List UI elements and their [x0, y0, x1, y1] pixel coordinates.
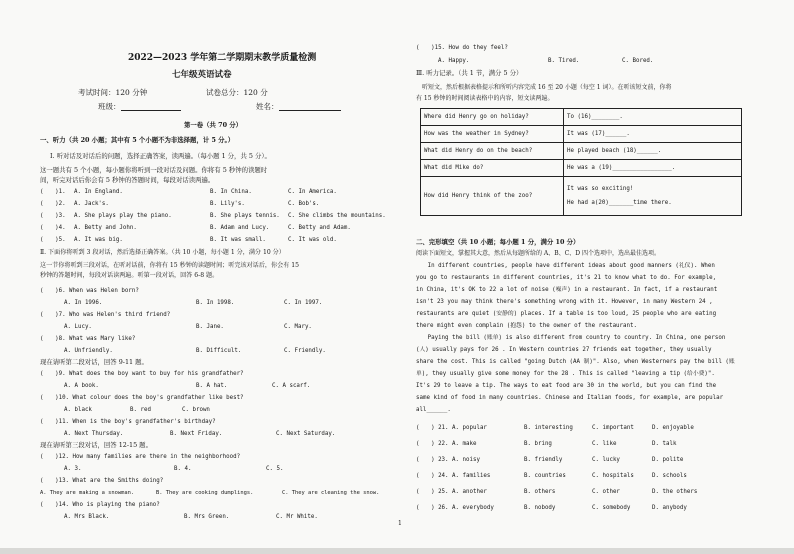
option-c: C. In America.: [288, 189, 337, 195]
option-b: B. Mrs Green.: [184, 514, 230, 520]
option-c: C. She climbs the mountains.: [288, 213, 386, 219]
total-score: 试卷总分：120 分: [206, 88, 268, 97]
option-c: C. Friendly.: [284, 348, 326, 354]
cloze-section-title: 二、完形填空（共 10 小题；每小题 1 分，满分 10 分）: [416, 238, 580, 246]
passage-line-13: same kind of food in many countries. Chinese and Italian foods, for example, are popular: [416, 395, 724, 401]
table-answer-line-1: It was so exciting!: [567, 186, 634, 192]
option-a: A. It was big.: [74, 237, 123, 243]
question-4: [40, 224, 351, 232]
option-a: A. Lucy.: [64, 324, 92, 330]
option-c: C. Bob's.: [288, 201, 320, 207]
table-answer[interactable]: He played beach (18)______.: [564, 143, 742, 160]
option-c: C. Bored.: [622, 58, 654, 64]
table-answer[interactable]: He was a (19)_________________.: [564, 160, 742, 177]
table-question: What did Henry do on the beach?: [421, 143, 564, 160]
option-c: C. 5.: [266, 466, 284, 472]
page-bottom-edge: [0, 548, 794, 554]
passage-line-11: 单), they usually give some money for the 28 . This is called "leaving a tip (给小费)".: [416, 371, 715, 377]
name-field: [256, 103, 341, 111]
option-a: A. She plays play the piano.: [74, 213, 172, 219]
passage-line-2: In different countries, people have different ideas about good manners (礼仪). When: [416, 263, 715, 269]
question-8: ( )8. What was Mary like?: [40, 336, 136, 342]
passage-line-3: you go to restaurants in different countries, it's 21 to know what to do. For example,: [416, 275, 717, 281]
passage-line-6: restaurants are quiet (安静的) places. If a table is too loud, 25 people who are eating: [416, 311, 717, 317]
option-b: B. bring: [524, 441, 552, 447]
option-d: D. schools: [652, 473, 687, 479]
option-d: D. the others: [652, 489, 698, 495]
question-11: ( )11. When is the boy's grandfather's birthday?: [40, 419, 216, 425]
page-number: 1: [398, 520, 402, 527]
passage-line-9: (人) usually pays for 26 . In Western countries 27 friends eat together, they usually: [416, 347, 712, 353]
option-a: A. A book.: [64, 383, 99, 389]
question-and-option-a: ( ) 22. A. make: [416, 441, 477, 447]
question-number: ( )2.: [40, 201, 66, 207]
part1-header: 第一卷（共 70 分）: [184, 121, 243, 129]
option-c: C. other: [592, 489, 620, 495]
option-c: C. Next Saturday.: [276, 431, 336, 437]
option-c: C. Mary.: [284, 324, 312, 330]
option-b: B. friendly: [524, 457, 563, 463]
dialog2-intro: 现在请听第二段对话，回答 9-11 题。: [40, 358, 148, 366]
name-label: 姓名：: [256, 102, 279, 111]
option-a: A. black: [64, 407, 92, 413]
option-b: B. In China.: [210, 189, 252, 195]
table-answer[interactable]: [564, 177, 742, 216]
option-d: D. talk: [652, 441, 677, 447]
passage-line-12: It's 29 to leave a tip. The ways to eat food are 30 in the world, but you can find the: [416, 383, 717, 389]
option-b: B. others: [524, 489, 556, 495]
question-9: ( )9. What does the boy want to buy for his grandfather?: [40, 371, 244, 377]
question-13: ( )13. What are the Smiths doing?: [40, 478, 164, 484]
dialog3-intro: 现在请听第三段对话，回答 12-15 题。: [40, 441, 152, 449]
question-5: [40, 236, 337, 244]
question-1: [40, 188, 337, 196]
option-d: D. polite: [652, 457, 684, 463]
class-label: 班级：: [98, 102, 121, 111]
listening-record-desc-1: 听短文，然后根据表格提示和所听内容完成 16 至 20 小题（每空 1 词）。在听该短文前，你将: [422, 84, 672, 91]
option-c: C. lucky: [592, 457, 620, 463]
passage-line-5: isn't 23 you may think there's something wrong with it. However, in many Western 24 ,: [416, 299, 713, 305]
question-number: ( )4.: [40, 225, 66, 231]
option-b: B. Tired.: [548, 58, 580, 64]
option-b: B. nobody: [524, 505, 556, 511]
passage-line-14: all______.: [416, 407, 451, 413]
passage-line-4: in China, it's OK to 22 a lot of noise (噪声) in a restaurant. In fact, if a restaurant: [416, 287, 718, 293]
question-number: ( )3.: [40, 213, 66, 219]
option-a: A. In 1996.: [64, 300, 103, 306]
question-and-option-a: ( ) 26. A. everybody: [416, 505, 494, 511]
option-a: A. Mrs Black.: [64, 514, 110, 520]
option-c: C. Mr White.: [276, 514, 318, 520]
name-blank: [279, 103, 341, 111]
question-number: ( )1.: [40, 189, 66, 195]
cloze-question-22: [416, 440, 677, 448]
right-column: [414, 0, 744, 554]
table-row: [421, 177, 742, 216]
option-c: C. somebody: [592, 505, 631, 511]
cloze-question-21: [416, 424, 694, 432]
class-blank: [121, 103, 181, 111]
option-b: B. red: [130, 407, 151, 413]
exam-title: 2022—2023 学年第二学期期末教学质量检测: [128, 53, 317, 63]
passage-line-7: there might even complain (抱怨) to the owner of the restaurant.: [416, 323, 637, 329]
table-answer[interactable]: To (16)________.: [564, 109, 742, 126]
option-b: B. Adam and Lucy.: [210, 225, 270, 231]
listening-record-desc-2: 有 15 秒钟的时间阅读表格中的内容，短文读两遍。: [416, 95, 554, 102]
table-row: [421, 143, 742, 160]
option-b: B. In 1998.: [196, 300, 235, 306]
listening-record-title: Ⅲ. 听力记录。（共 1 节，满分 5 分）: [416, 69, 523, 77]
passage-line-1: 阅读下面短文，掌握其大意，然后从每题所给的 A、B、C、D 四个选项中，选出最佳选项。: [416, 250, 660, 257]
cloze-question-25: [416, 488, 698, 496]
option-a: A. Betty and John.: [74, 225, 137, 231]
listening-part2-title: Ⅱ. 下面你将听到 3 段对话，然后选择正确答案。（共 10 小题，每小题 1 分，满分 10 分）: [40, 249, 285, 256]
option-c: C. hospitals: [592, 473, 634, 479]
listening-part1-desc-1: 这一题共有 5 个小题，每小题你将听到一段对话及问题。你将有 5 秒钟的读题时: [40, 166, 268, 174]
option-c: C. brown: [182, 407, 210, 413]
table-answer[interactable]: It was (17)______.: [564, 126, 742, 143]
cloze-question-26: [416, 504, 687, 512]
table-answer-line-2: He had a(20)_______time there.: [567, 200, 672, 206]
table-question: How was the weather in Sydney?: [421, 126, 564, 143]
question-and-option-a: ( ) 21. A. popular: [416, 425, 487, 431]
table-row: [421, 126, 742, 143]
option-a: A. 3.: [64, 466, 82, 472]
option-d: D. enjoyable: [652, 425, 694, 431]
option-b: B. It was small.: [210, 237, 266, 243]
listening-part2-desc-1: 这一节你将听到三段对话，在听对话前，你将有 15 秒钟的读题时间；听完该对话后，你会有 15: [40, 262, 299, 269]
option-c: C. In 1997.: [284, 300, 323, 306]
question-and-option-a: ( ) 23. A. noisy: [416, 457, 480, 463]
passage-line-8: Paying the bill (账单) is also different from country to country. In China, one person: [416, 335, 726, 341]
table-question: Where did Henry go on holiday?: [421, 109, 564, 126]
question-3: [40, 212, 386, 220]
question-and-option-a: ( ) 24. A. families: [416, 473, 491, 479]
listening-record-table: [420, 108, 742, 216]
class-field: [98, 103, 181, 111]
option-b: B. interesting: [524, 425, 573, 431]
question-and-option-a: ( ) 25. A. another: [416, 489, 487, 495]
option-b: B. 4.: [174, 466, 192, 472]
passage-line-10: share the cost. This is called "going Dutch (AA 制)". Also, when Westerners pay the bill (账: [416, 359, 735, 365]
option-b: B. Lily's.: [210, 201, 245, 207]
option-c: C. important: [592, 425, 634, 431]
listening-part2-desc-2: 秒钟的答题时间，每段对话读两遍。听第一段对话，回答 6-8 题。: [40, 272, 219, 279]
option-c: C. Betty and Adam.: [288, 225, 351, 231]
option-b: B. They are cooking dumplings.: [156, 490, 254, 496]
option-c: C. It was old.: [288, 237, 337, 243]
option-b: B. A hat.: [196, 383, 228, 389]
option-a: A. They are making a snowman.: [40, 490, 135, 496]
table-question: What did Mike do?: [421, 160, 564, 177]
listening-part1-desc-2: 间，听完对话后你会有 5 秒钟的答题时间，每段对话读两遍。: [40, 176, 215, 184]
question-10: ( )10. What colour does the boy's grandfather like best?: [40, 395, 244, 401]
question-2: [40, 200, 320, 208]
question-6: ( )6. When was Helen born?: [40, 288, 139, 294]
option-a: A. Next Thursday.: [64, 431, 124, 437]
option-b: B. Next Friday.: [170, 431, 223, 437]
cloze-question-23: [416, 456, 684, 464]
question-15: ( )15. How do they feel?: [416, 45, 508, 51]
question-7: ( )7. Who was Helen's third friend?: [40, 312, 171, 318]
option-b: B. She plays tennis.: [210, 213, 280, 219]
option-a: A. Jack's.: [74, 201, 109, 207]
option-c: C. They are cleaning the snow.: [282, 490, 380, 496]
table-question: How did Henry think of the zoo?: [421, 177, 564, 216]
listening-section-title: 一、听力（共 20 小题；其中有 5 个小题不为非选择题，计 5 分。）: [40, 136, 235, 144]
listening-part1-title: Ⅰ. 听对话及对话后的问题，选择正确答案，读两遍。（每小题 1 分，共 5 分）。: [50, 152, 271, 160]
question-14: ( )14. Who is playing the piano?: [40, 502, 160, 508]
option-a: A. In England.: [74, 189, 123, 195]
table-row: [421, 160, 742, 177]
option-a: A. Unfriendly.: [64, 348, 113, 354]
option-b: B. Jane.: [196, 324, 224, 330]
question-number: ( )5.: [40, 237, 66, 243]
exam-subtitle: 七年级英语试卷: [172, 70, 232, 80]
option-a: A. Happy.: [438, 58, 470, 64]
left-column: [38, 0, 398, 554]
option-c: C. A scarf.: [272, 383, 311, 389]
option-c: C. like: [592, 441, 617, 447]
question-12: ( )12. How many families are there in the neighborhood?: [40, 454, 241, 460]
option-b: B. Difficult.: [196, 348, 242, 354]
table-row: [421, 109, 742, 126]
option-d: D. anybody: [652, 505, 687, 511]
option-b: B. countries: [524, 473, 566, 479]
cloze-question-24: [416, 472, 687, 480]
exam-time: 考试时间：120 分钟: [78, 88, 148, 97]
